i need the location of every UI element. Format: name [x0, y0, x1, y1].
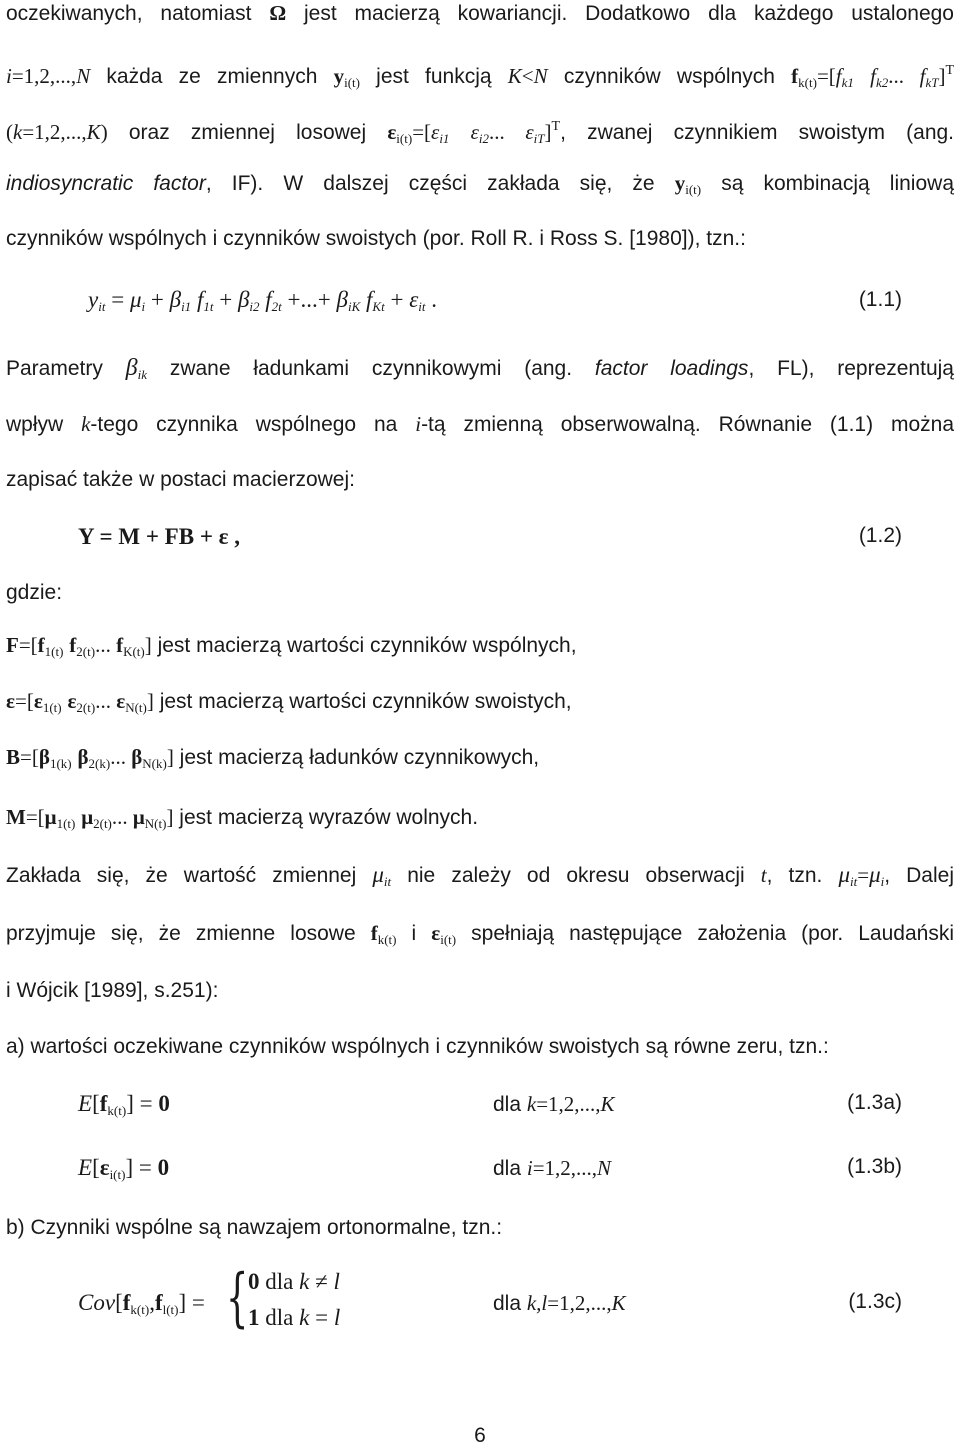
zero-vector: 0 — [158, 1091, 170, 1116]
paragraph2-line1 — [6, 355, 954, 388]
subscript: iK — [347, 299, 361, 314]
equation-number: (1.2) — [858, 524, 902, 547]
var-i: i — [526, 1156, 533, 1180]
superscript: T — [551, 119, 561, 134]
subscript: it — [383, 874, 392, 889]
lt: < — [521, 64, 534, 88]
text: , tzn. — [766, 864, 839, 887]
gdzie-label: gdzie: — [6, 581, 63, 604]
subscript: 2(k) — [88, 756, 111, 771]
var-i: i — [6, 64, 12, 88]
text: są kombinacją liniową — [701, 172, 954, 195]
var-epsilon: ε — [33, 689, 43, 713]
text: , IF). W dalszej części zakłada się, że — [205, 172, 675, 195]
equation-1-1 — [88, 286, 437, 321]
var-K: K — [86, 120, 101, 144]
condition-1-3a — [493, 1091, 615, 1118]
paragraph1-line1 — [6, 0, 954, 27]
var-K: K — [611, 1291, 626, 1315]
text: przyjmuje się, że zmienne losowe — [6, 922, 371, 945]
page-number: 6 — [474, 1424, 486, 1447]
subscript: 2(t) — [76, 644, 96, 659]
dots: ... — [110, 745, 132, 769]
var-l: l — [333, 1305, 341, 1330]
condition-1-3b — [493, 1155, 611, 1182]
subscript: k(t) — [798, 75, 817, 90]
text: Parametry — [6, 357, 126, 380]
var-beta: β — [336, 287, 348, 312]
paragraph3-line1 — [6, 862, 954, 895]
var-epsilon: ε — [387, 120, 397, 144]
var-epsilon: ε — [431, 120, 440, 144]
text: czynników wspólnych — [547, 65, 792, 88]
subscript: Kt — [372, 299, 385, 314]
subscript: 1(t) — [42, 700, 62, 715]
var-E: E — [78, 1155, 93, 1180]
range: =1,2,..., — [11, 64, 77, 88]
var-k: k — [299, 1305, 310, 1330]
omega-symbol: Ω — [269, 1, 287, 25]
equation-1-2: Y = M + FB + ε , — [78, 524, 240, 549]
text: jest macierzą wartości czynników wspólnych, — [151, 634, 577, 657]
var-epsilon: ε — [6, 689, 15, 713]
subscript: 2t — [271, 299, 282, 314]
subscript: N(t) — [144, 816, 167, 831]
var-f: f — [835, 64, 842, 88]
paragraph2-line3: zapisać także w postaci macierzowej: — [6, 468, 355, 491]
paragraph1-line5: czynników wspólnych i czynników swoistych (por. Roll R. i Ross S. [1980]), tzn.: — [6, 227, 746, 250]
var-mu: μ — [372, 862, 384, 887]
subscript: i — [880, 874, 885, 889]
bracket: =[ — [25, 805, 45, 829]
subscript: 1(t) — [56, 816, 76, 831]
plus: + — [145, 287, 170, 312]
var-beta: β — [38, 745, 50, 769]
text: jest macierzą kowariancji. Dodatkowo dla każdego ustalonego — [286, 2, 954, 25]
dots: ... — [888, 64, 920, 88]
bracket: =[ — [18, 633, 38, 657]
subscript: l(t) — [162, 1302, 179, 1317]
var-mu: μ — [129, 287, 142, 312]
var-f: f — [265, 287, 272, 312]
subscript: i2 — [249, 299, 260, 314]
item-b: b) Czynniki wspólne są nawzajem ortonormalne, tzn.: — [6, 1216, 503, 1239]
var-mu: μ — [838, 862, 850, 887]
bracket: ] — [166, 805, 174, 829]
range: =1,2,..., — [22, 120, 87, 144]
comma: , — [149, 1290, 155, 1315]
var-k: k — [81, 412, 91, 436]
subscript: i(t) — [440, 932, 457, 947]
equation-1-3c-cases — [226, 1261, 426, 1338]
range: =1,2,..., — [532, 1156, 598, 1180]
var-F: F — [6, 633, 19, 657]
subscript: K(t) — [123, 644, 145, 659]
dots: ... — [95, 689, 117, 713]
subscript: i(t) — [396, 131, 413, 146]
subscript: 2(t) — [76, 700, 96, 715]
zero-value: 0 — [248, 1269, 260, 1294]
left-brace: { — [226, 1261, 249, 1335]
var-mu: μ — [869, 862, 881, 887]
var-k: k — [526, 1092, 537, 1116]
dots: +...+ — [281, 287, 337, 312]
dots: ... — [95, 633, 117, 657]
subscript: 1(t) — [44, 644, 64, 659]
condition-1-3c — [493, 1290, 626, 1317]
plus: + — [384, 287, 410, 312]
bracket: [ — [115, 1290, 123, 1315]
var-epsilon: ε — [67, 689, 77, 713]
subscript: i(t) — [685, 182, 702, 197]
text: , zwanej czynnikiem swoistym (ang. — [560, 121, 955, 144]
subscript: k(t) — [130, 1302, 150, 1317]
dots: ... — [111, 805, 133, 829]
subscript: 1(k) — [49, 756, 72, 771]
one-value: 1 — [248, 1305, 260, 1330]
item-a: a) wartości oczekiwane czynników wspólnych i czynników swoistych są równe zeru, tzn.: — [6, 1035, 829, 1058]
bracket: ] — [544, 120, 552, 144]
text: -tą zmienną obserwowalną. Równanie (1.1) można — [421, 413, 954, 436]
subscript: i1 — [181, 299, 192, 314]
text: każda ze zmiennych — [90, 65, 334, 88]
var-f: f — [116, 633, 124, 657]
subscript: ik — [137, 367, 148, 382]
var-N: N — [597, 1156, 612, 1180]
bracket: =[ — [412, 120, 432, 144]
var-N: N — [533, 64, 548, 88]
def-M — [6, 804, 954, 837]
equation-number: (1.3c) — [848, 1290, 902, 1313]
var-beta: β — [125, 355, 138, 381]
bracket: [ — [92, 1155, 100, 1180]
text: nie zależy od okresu obserwacji — [391, 864, 761, 887]
subscript: iT — [533, 131, 545, 146]
equation-1-3a — [78, 1090, 170, 1125]
var-epsilon: ε — [99, 1155, 110, 1180]
period: . — [425, 287, 437, 312]
bracket: ] — [146, 689, 154, 713]
subscript: it — [418, 299, 426, 314]
text: dla — [493, 1292, 527, 1315]
superscript: T — [945, 63, 954, 78]
equals: = — [309, 1305, 334, 1330]
paragraph1-line4 — [6, 170, 954, 203]
subscript: k(t) — [377, 932, 397, 947]
text: , Dalej — [884, 864, 955, 887]
var-y: y — [333, 64, 345, 88]
var-epsilon: ε — [409, 287, 419, 312]
paragraph2-line2 — [6, 411, 954, 438]
subscript: k1 — [841, 75, 854, 90]
paren: ( — [6, 120, 13, 144]
bracket: =[ — [14, 689, 34, 713]
equation-number: (1.3a) — [847, 1091, 902, 1114]
text: i — [396, 922, 432, 945]
var-mu: μ — [81, 805, 94, 829]
subscript: i(t) — [109, 1167, 126, 1182]
text: -tego czynnika wspólnego na — [90, 413, 416, 436]
var-k: k — [299, 1269, 310, 1294]
bracket: [ — [92, 1091, 100, 1116]
bracket: =[ — [816, 64, 836, 88]
def-epsilon — [6, 688, 954, 721]
dots: ... — [489, 120, 526, 144]
text: dla — [259, 1305, 300, 1330]
var-f: f — [791, 64, 799, 88]
subscript: i1 — [439, 131, 450, 146]
var-B: B — [6, 745, 21, 769]
case-1 — [248, 1268, 340, 1296]
var-K: K — [600, 1092, 615, 1116]
subscript: kT — [925, 75, 939, 90]
var-f: f — [366, 287, 373, 312]
var-i: i — [415, 412, 422, 436]
paragraph3-line2 — [6, 920, 954, 953]
subscript: i — [141, 299, 146, 314]
text: dla — [259, 1269, 300, 1294]
var-kl: k,l — [526, 1291, 548, 1315]
text: spełniają następujące założenia (por. Laudański — [456, 922, 954, 945]
subscript: N(k) — [142, 756, 167, 771]
paragraph1-line2 — [6, 58, 954, 96]
italic-term: indiosyncratic factor — [6, 172, 206, 195]
var-f: f — [122, 1290, 131, 1315]
var-f: f — [37, 633, 45, 657]
subscript: k2 — [875, 75, 889, 90]
subscript: it — [849, 874, 858, 889]
var-E: E — [78, 1091, 93, 1116]
var-f: f — [69, 633, 77, 657]
bracket: ] — [166, 745, 174, 769]
not-equal: ≠ — [309, 1269, 334, 1294]
equation-1-3b — [78, 1154, 169, 1189]
subscript: 2(t) — [93, 816, 112, 831]
bracket: ] — [938, 64, 946, 88]
var-epsilon: ε — [470, 120, 479, 144]
var-beta: β — [237, 287, 250, 312]
var-K: K — [507, 64, 522, 88]
text: oraz zmiennej losowej — [107, 121, 388, 144]
text: zwane ładunkami czynnikowymi (ang. — [147, 357, 595, 380]
var-f: f — [154, 1290, 163, 1315]
def-F — [6, 632, 954, 665]
text: dla — [493, 1093, 527, 1116]
case-2 — [248, 1304, 340, 1332]
paragraph3-line3: i Wójcik [1989], s.251): — [6, 979, 219, 1002]
equation-1-3c-lhs — [78, 1289, 205, 1324]
var-mu: μ — [132, 805, 145, 829]
range: =1,2,..., — [547, 1291, 612, 1315]
var-y: y — [88, 287, 99, 312]
var-f: f — [370, 921, 378, 945]
var-f: f — [196, 287, 204, 312]
text: dla — [493, 1157, 527, 1180]
subscript: k(t) — [107, 1103, 127, 1118]
text: jest funkcją — [359, 65, 508, 88]
plus: + — [213, 287, 238, 312]
var-beta: β — [169, 287, 182, 312]
var-f: f — [919, 64, 926, 88]
text: Zakłada się, że wartość zmiennej — [6, 864, 373, 887]
var-epsilon: ε — [431, 921, 441, 945]
bracket: =[ — [20, 745, 39, 769]
text: , FL), reprezentują — [748, 357, 954, 380]
var-beta: β — [77, 745, 89, 769]
subscript: 1t — [203, 299, 214, 314]
equals: = — [105, 287, 130, 312]
var-k: k — [13, 120, 23, 144]
var-epsilon: ε — [525, 120, 534, 144]
subscript: N(t) — [125, 700, 147, 715]
bracket-equals: ] = — [125, 1155, 158, 1180]
equation-number: (1.1) — [858, 288, 902, 311]
subscript: i2 — [478, 131, 490, 146]
subscript: it — [98, 299, 106, 314]
def-B — [6, 744, 954, 777]
cov-operator: Cov — [78, 1290, 116, 1315]
equals: = — [857, 863, 870, 887]
var-mu: μ — [44, 805, 57, 829]
text: jest macierzą ładunków czynnikowych, — [173, 746, 540, 769]
range: =1,2,..., — [536, 1092, 601, 1116]
var-l: l — [333, 1269, 340, 1294]
var-f: f — [870, 64, 876, 88]
text: oczekiwanych, natomiast — [6, 2, 270, 25]
paren: ) — [100, 120, 108, 144]
zero-vector: 0 — [157, 1155, 170, 1180]
var-M: M — [6, 805, 26, 829]
var-y: y — [674, 171, 686, 195]
var-N: N — [76, 64, 91, 88]
paragraph1-line3 — [6, 114, 954, 152]
italic-term: factor loadings — [594, 357, 749, 380]
var-t: t — [760, 863, 767, 887]
text: jest macierzą wyrazów wolnych. — [173, 806, 479, 829]
bracket: ] — [144, 633, 152, 657]
var-f: f — [99, 1091, 108, 1116]
text: jest macierzą wartości czynników swoistych, — [153, 690, 572, 713]
equation-number: (1.3b) — [847, 1155, 902, 1178]
subscript: i(t) — [344, 75, 360, 90]
var-beta: β — [131, 745, 143, 769]
var-epsilon: ε — [116, 689, 126, 713]
bracket-equals: ] = — [178, 1290, 205, 1315]
text: wpływ — [6, 413, 82, 436]
bracket-equals: ] = — [126, 1091, 159, 1116]
